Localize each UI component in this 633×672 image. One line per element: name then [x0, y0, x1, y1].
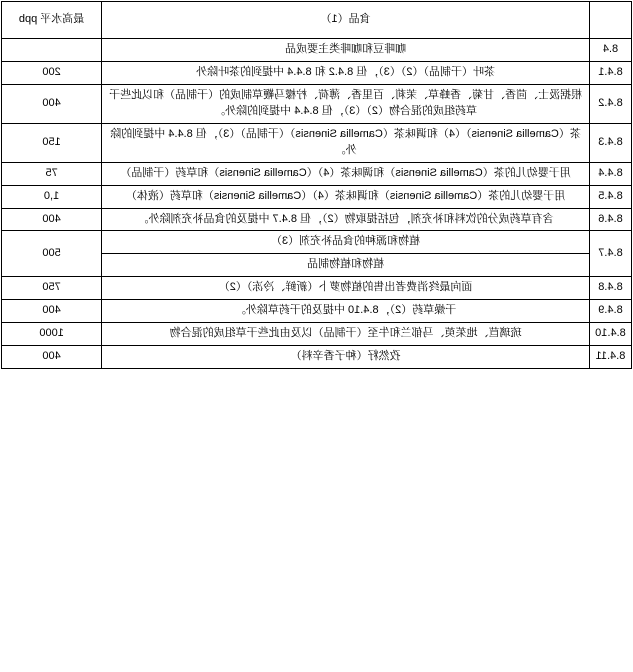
row-number: 8.4.1 [589, 61, 631, 84]
row-level: 1,0 [2, 185, 102, 208]
header-max-level: 最高水平 ppb [2, 2, 102, 39]
header-number [589, 2, 631, 39]
row-number: 8.4.3 [589, 123, 631, 162]
row-description: 用于婴幼儿的茶（Camellia Sinensis）和调味茶（4）（Camellia Sinensis）和草药（液体） [102, 185, 590, 208]
row-description: 干燥草药（2），8.4.10 中提及的干药草除外。 [102, 300, 590, 323]
table-row [2, 123, 632, 162]
row-level: 400 [2, 84, 102, 123]
row-number: 8.4.8 [589, 277, 631, 300]
row-level: 400 [2, 346, 102, 369]
row-description: 琉璃苣、地茱萸、马郁兰和牛至（干制品）以及由此些干草组成的混合物 [102, 323, 590, 346]
document-page [0, 1, 633, 672]
row-number: 8.4.7 [589, 231, 631, 277]
row-description: 咖啡豆和咖啡类主要成品 [102, 39, 590, 62]
row-number: 8.4.4 [589, 162, 631, 185]
row-number: 8.4.10 [589, 323, 631, 346]
row-number: 8.4.5 [589, 185, 631, 208]
table-row [2, 323, 632, 346]
row-description: 含有草药成分的饮料和补充剂，包括提取物（2），但 8.4.7 中提及的食品补充剂除外。 [102, 208, 590, 231]
row-level: 200 [2, 61, 102, 84]
row-level: 750 [2, 277, 102, 300]
row-number: 8.4.6 [589, 208, 631, 231]
table-row [2, 208, 632, 231]
row-description: 茶（Camellia Sinensis）（4）和调味茶（Camellia Sinensis）（干制品）（3），但 8.4.4 中提到的除外。 [102, 123, 590, 162]
row-number: 8.4.9 [589, 300, 631, 323]
row-level: 150 [2, 123, 102, 162]
row-number: 8.4 [589, 39, 631, 62]
row-description: 植物和源种的食品补充剂（3） [102, 231, 590, 254]
row-level: 500 [2, 231, 102, 277]
row-description-secondary: 植物和植物制品 [102, 254, 590, 277]
row-description: 根据汲士、茴香、甘菊、香蜂草、茉莉、百里香、薄荷、柠檬马鞭草制成的（干制品）和以此些干草药组成的混合物（2）（3），但 8.4.4 中提到的除外。 [102, 84, 590, 123]
food-contaminant-table [1, 1, 632, 369]
table-row [2, 84, 632, 123]
header-description: 食品（1） [102, 2, 590, 39]
table-row [2, 277, 632, 300]
table-header-row [2, 2, 632, 39]
row-level: 75 [2, 162, 102, 185]
row-description: 用于婴幼儿的茶（Camellia Sinensis）和调味茶（4）（Camellia Sinensis）和草药（干制品） [102, 162, 590, 185]
row-description: 茶叶（干制品）（2）（3），但 8.4.2 和 8.4.4 中提到的茶叶除外 [102, 61, 590, 84]
row-description: 面向最终消费者出售的植物萝卜（新鲜、冷冻）（2） [102, 277, 590, 300]
row-number: 8.4.11 [589, 346, 631, 369]
row-number: 8.4.2 [589, 84, 631, 123]
row-level: 400 [2, 300, 102, 323]
table-row [2, 61, 632, 84]
row-description: 孜然籽（种子香辛料） [102, 346, 590, 369]
row-level: 400 [2, 208, 102, 231]
table-row [2, 231, 632, 254]
table-row [2, 300, 632, 323]
row-level [2, 39, 102, 62]
table-row [2, 162, 632, 185]
table-row [2, 39, 632, 62]
table-row [2, 346, 632, 369]
table-row [2, 185, 632, 208]
row-level: 1000 [2, 323, 102, 346]
